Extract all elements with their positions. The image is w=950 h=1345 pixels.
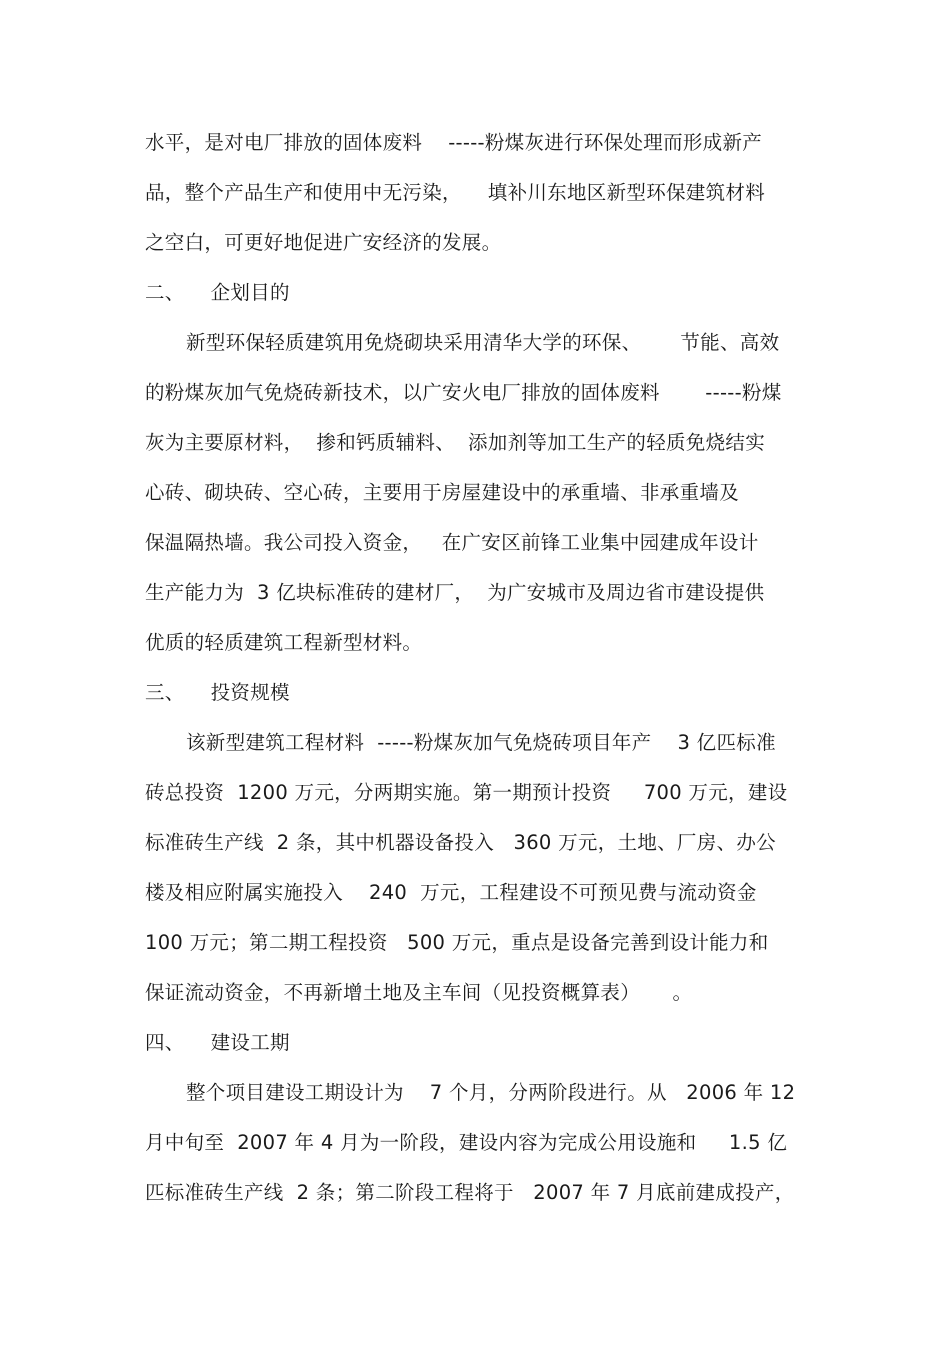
text-line: 100 万元；第二期工程投资 500 万元，重点是设备完善到设计能力和 xyxy=(145,931,769,954)
text-line: 标准砖生产线 2 条，其中机器设备投入 360 万元，土地、厂房、办公 xyxy=(145,831,776,854)
text-line: 心砖、砌块砖、空心砖，主要用于房屋建设中的承重墙、非承重墙及 xyxy=(145,481,740,504)
text-line: 水平，是对电厂排放的固体废料 -----粉煤灰进行环保处理而形成新产 xyxy=(145,131,763,154)
text-line: 月中旬至 2007 年 4 月为一阶段，建设内容为完成公用设施和 1.5 亿 xyxy=(145,1131,788,1154)
text-line: 生产能力为 3 亿块标准砖的建材厂， 为广安城市及周边省市建设提供 xyxy=(145,581,765,604)
text-line: 保证流动资金，不再新增土地及主车间（见投资概算表） 。 xyxy=(145,981,693,1004)
text-line: 优质的轻质建筑工程新型材料。 xyxy=(145,631,423,654)
section-heading: 四、 建设工期 xyxy=(145,1031,290,1054)
text-line: 楼及相应附属实施投入 240 万元，工程建设不可预见费与流动资金 xyxy=(145,881,757,904)
text-line: 之空白，可更好地促进广安经济的发展。 xyxy=(145,231,502,254)
text-line: 匹标准砖生产线 2 条；第二阶段工程将于 2007 年 7 月底前建成投产， xyxy=(145,1181,795,1204)
text-line: 品，整个产品生产和使用中无污染， 填补川东地区新型环保建筑材料 xyxy=(145,181,765,204)
text-line: 该新型建筑工程材料 -----粉煤灰加气免烧砖项目年产 3 亿匹标准 xyxy=(186,731,776,754)
text-line: 灰为主要原材料， 掺和钙质辅料、 添加剂等加工生产的轻质免烧结实 xyxy=(145,431,765,454)
text-line: 整个项目建设工期设计为 7 个月，分两阶段进行。从 2006 年 12 xyxy=(186,1081,796,1104)
section-heading: 三、 投资规模 xyxy=(145,681,290,704)
text-line: 新型环保轻质建筑用免烧砌块采用清华大学的环保、 节能、高效 xyxy=(186,331,780,354)
text-line: 砖总投资 1200 万元，分两期实施。第一期预计投资 700 万元，建设 xyxy=(145,781,788,804)
section-heading: 二、 企划目的 xyxy=(145,281,290,304)
text-line: 保温隔热墙。我公司投入资金， 在广安区前锋工业集中园建成年设计 xyxy=(145,531,759,554)
text-line: 的粉煤灰加气免烧砖新技术，以广安火电厂排放的固体废料 -----粉煤 xyxy=(145,381,782,404)
